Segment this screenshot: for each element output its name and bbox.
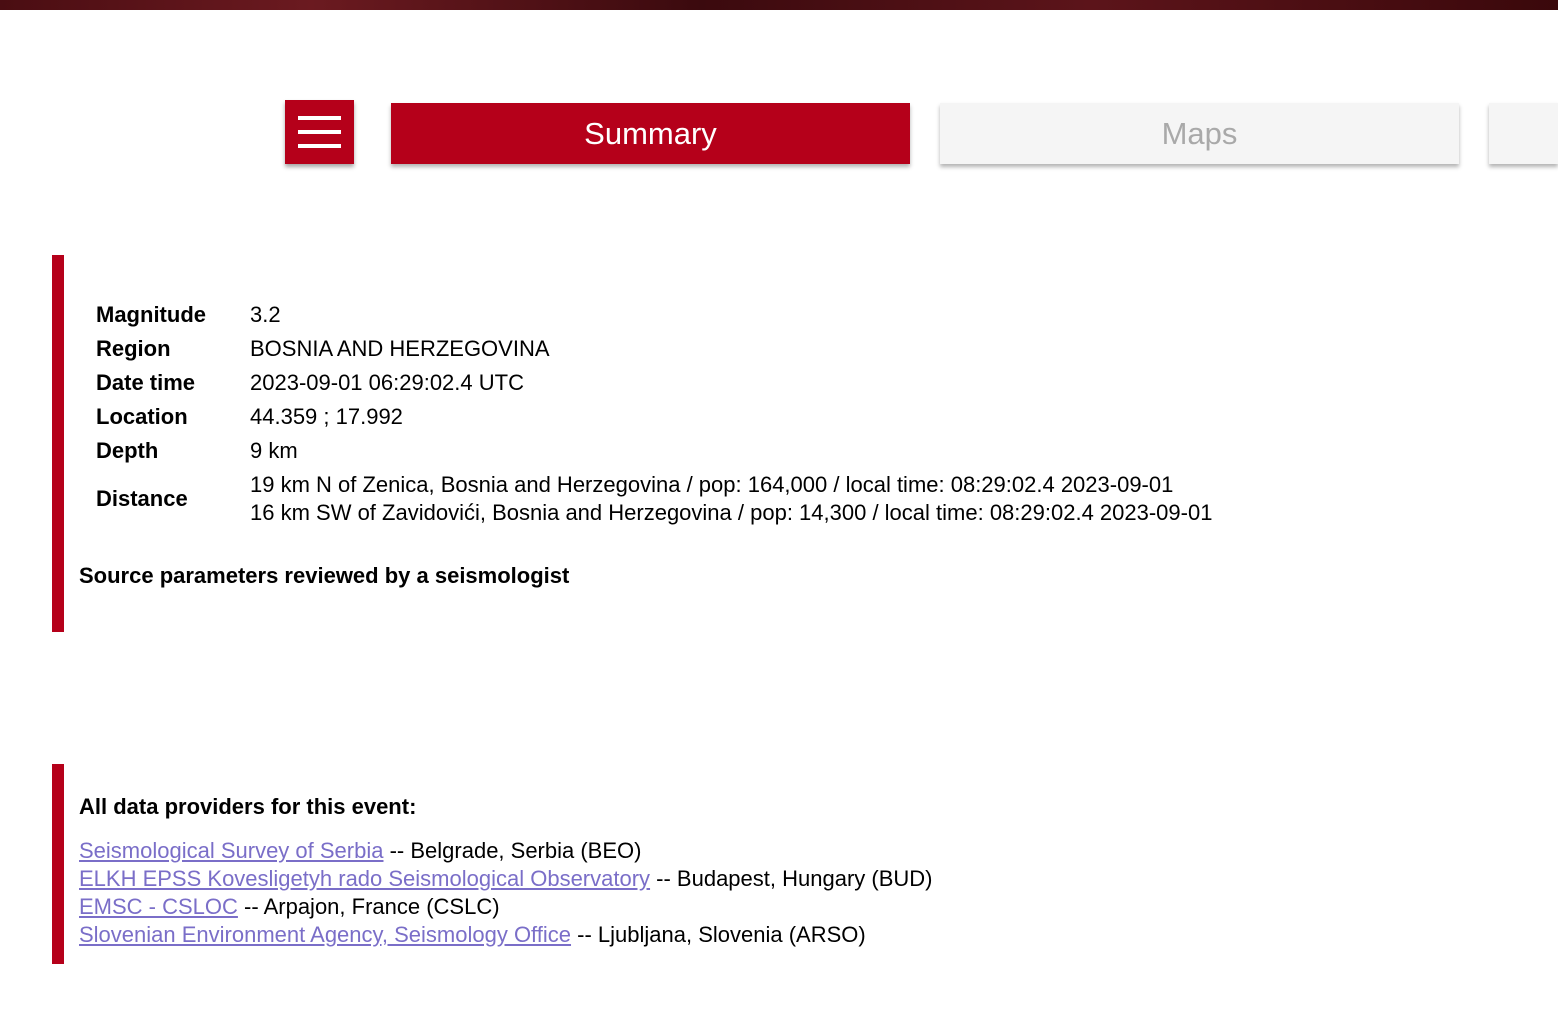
table-row [82,400,1212,434]
tab-next-partial[interactable] [1489,103,1558,164]
table-row [82,332,1212,366]
provider-details: -- Belgrade, Serbia (BEO) [383,838,642,863]
distance-value [250,468,1212,530]
providers-heading: All data providers for this event: [79,794,417,819]
provider-details: -- Arpajon, France (CSLC) [237,894,500,919]
review-status-note: Source parameters reviewed by a seismologist [79,563,570,588]
event-details-panel [52,255,1514,632]
table-row [82,468,1212,530]
table-row [82,298,1212,332]
hamburger-menu-icon [298,116,341,120]
header-banner-strip [0,0,1558,10]
provider-link-beo[interactable]: Seismological Survey of Serbia [79,838,384,863]
table-row [82,434,1212,468]
distance-line: 16 km SW of Zavidovići, Bosnia and Herzegovina / pop: 14,300 / local time: 08:29:02.4 2023-09-01 [250,500,1213,525]
provider-details: -- Budapest, Hungary (BUD) [650,866,933,891]
provider-details: -- Ljubljana, Slovenia (ARSO) [571,922,866,947]
list-item [79,893,932,921]
provider-link-cslc[interactable]: EMSC - CSLOC [79,894,238,919]
provider-link-arso[interactable]: Slovenian Environment Agency, Seismology Office [79,922,572,947]
depth-label: Depth [96,438,159,463]
magnitude-label: Magnitude [96,302,206,327]
providers-list [79,837,932,949]
datetime-label: Date time [96,370,196,395]
datetime-value: 2023-09-01 06:29:02.4 UTC [250,370,524,395]
location-value: 44.359 ; 17.992 [250,404,403,429]
region-label: Region [96,336,171,361]
data-providers-panel [52,764,1514,964]
hamburger-menu-button[interactable] [285,100,354,164]
distance-label: Distance [96,486,188,511]
provider-link-bud[interactable]: ELKH EPSS Kovesligetyh rado Seismological Observatory [79,866,651,891]
depth-value: 9 km [250,438,298,463]
distance-line: 19 km N of Zenica, Bosnia and Herzegovina / pop: 164,000 / local time: 08:29:02.4 2023-09-01 [250,472,1174,497]
table-row [82,366,1212,400]
location-label: Location [96,404,188,429]
tab-summary[interactable]: Summary [391,103,910,164]
hamburger-menu-icon-line [298,144,341,148]
list-item [79,837,932,865]
region-value: BOSNIA AND HERZEGOVINA [250,336,550,361]
list-item [79,865,932,893]
tab-maps[interactable]: Maps [940,103,1459,164]
hamburger-menu-icon-line [298,130,341,134]
list-item [79,921,932,949]
magnitude-value: 3.2 [250,302,281,327]
event-details-table [82,298,1212,530]
